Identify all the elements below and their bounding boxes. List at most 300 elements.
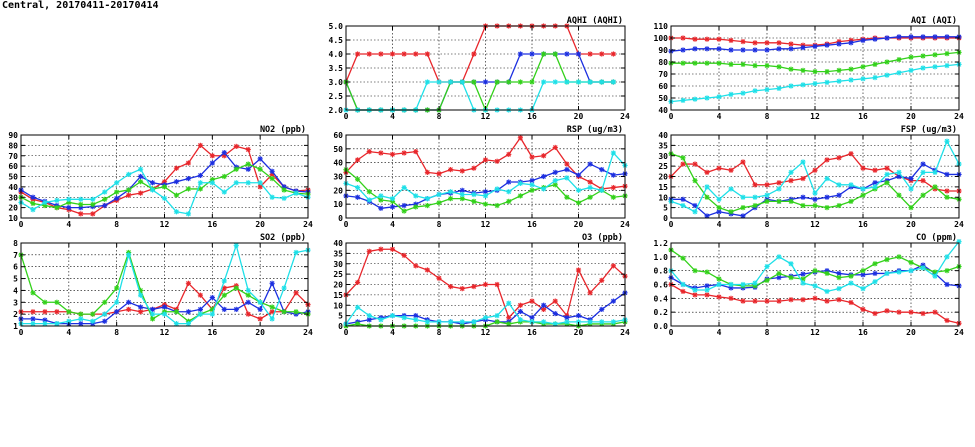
x-tick-label: 24 xyxy=(954,328,964,337)
data-point-red xyxy=(884,166,889,171)
data-point-green xyxy=(186,186,191,191)
data-point-green xyxy=(716,205,721,210)
data-point-red xyxy=(704,37,709,42)
data-point-blue xyxy=(114,196,119,201)
y-tick-label: 3.0 xyxy=(328,78,343,87)
data-point-red xyxy=(174,166,179,171)
data-point-red xyxy=(764,182,769,187)
data-point-cyan xyxy=(448,189,453,194)
data-point-cyan xyxy=(884,172,889,177)
data-point-cyan xyxy=(932,170,937,175)
data-point-green xyxy=(908,55,913,60)
data-point-cyan xyxy=(425,79,430,84)
data-point-blue xyxy=(812,44,817,49)
data-point-red xyxy=(896,310,901,315)
y-tick-label: 100 xyxy=(653,34,668,43)
data-point-red xyxy=(355,51,360,56)
data-point-blue xyxy=(30,195,35,200)
data-point-green xyxy=(776,271,781,276)
x-tick-label: 0 xyxy=(18,328,24,337)
data-point-green xyxy=(495,79,500,84)
data-point-red xyxy=(390,51,395,56)
data-point-cyan xyxy=(599,319,604,324)
data-point-blue xyxy=(270,281,275,286)
data-point-blue xyxy=(114,309,119,314)
data-point-blue xyxy=(836,41,841,46)
y-tick-label: 30 xyxy=(8,193,18,203)
gridlines xyxy=(21,135,308,218)
data-point-cyan xyxy=(824,176,829,181)
data-point-green xyxy=(812,203,817,208)
data-point-green xyxy=(908,205,913,210)
chart-fsp xyxy=(658,125,964,229)
data-point-green xyxy=(495,319,500,324)
data-point-blue xyxy=(258,307,263,312)
data-point-cyan xyxy=(78,316,83,321)
data-point-cyan xyxy=(402,315,407,320)
data-point-blue xyxy=(812,197,817,202)
data-point-blue xyxy=(588,161,593,166)
data-point-red xyxy=(920,311,925,316)
data-point-blue xyxy=(162,304,167,309)
data-point-cyan xyxy=(692,209,697,214)
data-point-red xyxy=(764,40,769,45)
data-point-cyan xyxy=(222,278,227,283)
data-point-blue xyxy=(138,174,143,179)
data-point-green xyxy=(518,79,523,84)
data-point-cyan xyxy=(611,79,616,84)
y-tick-label: 90 xyxy=(8,131,18,140)
data-point-green xyxy=(66,309,71,314)
data-point-green xyxy=(471,199,476,204)
x-tick-label: 4 xyxy=(390,112,395,121)
data-point-red xyxy=(413,51,418,56)
data-point-green xyxy=(54,205,59,210)
data-point-green xyxy=(425,203,430,208)
data-point-cyan xyxy=(836,79,841,84)
x-tick-label: 0 xyxy=(343,220,349,229)
data-point-green xyxy=(541,51,546,56)
data-point-cyan xyxy=(460,192,465,197)
data-point-cyan xyxy=(848,281,853,286)
data-point-cyan xyxy=(920,65,925,70)
data-point-cyan xyxy=(246,180,251,185)
data-point-red xyxy=(471,51,476,56)
data-point-cyan xyxy=(788,83,793,88)
data-point-blue xyxy=(872,271,877,276)
data-point-green xyxy=(680,155,685,160)
page-title: Central, 20170411-20170414 xyxy=(2,0,159,11)
data-point-cyan xyxy=(576,188,581,193)
data-point-green xyxy=(692,178,697,183)
x-tick-label: 0 xyxy=(18,220,24,229)
y-tick-label: 40 xyxy=(333,239,343,248)
data-point-blue xyxy=(483,79,488,84)
data-point-red xyxy=(293,290,298,295)
data-point-green xyxy=(78,202,83,207)
y-tick-label: 1.2 xyxy=(653,239,668,248)
data-point-red xyxy=(752,299,757,304)
data-point-cyan xyxy=(588,319,593,324)
data-point-green xyxy=(518,193,523,198)
data-point-cyan xyxy=(611,319,616,324)
data-point-cyan xyxy=(222,189,227,194)
x-tick-label: 12 xyxy=(810,328,820,337)
data-point-cyan xyxy=(588,185,593,190)
data-point-cyan xyxy=(541,186,546,191)
data-point-red xyxy=(680,289,685,294)
data-point-cyan xyxy=(210,180,215,185)
data-point-blue xyxy=(944,282,949,287)
data-point-green xyxy=(529,188,534,193)
y-tick-label: 10 xyxy=(333,301,343,311)
data-point-red xyxy=(599,278,604,283)
data-point-green xyxy=(788,275,793,280)
data-point-cyan xyxy=(599,79,604,84)
y-tick-label: 40 xyxy=(658,131,668,140)
y-tick-label: 50 xyxy=(333,144,343,154)
data-point-cyan xyxy=(390,196,395,201)
data-point-green xyxy=(740,205,745,210)
y-tick-label: 4 xyxy=(13,286,18,296)
data-point-cyan xyxy=(413,193,418,198)
y-tick-label: 2.5 xyxy=(328,92,343,101)
data-point-green xyxy=(824,271,829,276)
y-tick-label: 35 xyxy=(333,249,343,259)
data-point-blue xyxy=(932,34,937,39)
data-point-blue xyxy=(518,309,523,314)
data-point-cyan xyxy=(728,92,733,97)
y-tick-label: 40 xyxy=(333,158,343,168)
data-point-cyan xyxy=(186,321,191,326)
data-point-cyan xyxy=(884,73,889,78)
data-point-cyan xyxy=(553,79,558,84)
data-point-blue xyxy=(506,179,511,184)
data-point-cyan xyxy=(908,186,913,191)
data-point-red xyxy=(611,51,616,56)
data-point-blue xyxy=(740,47,745,52)
data-point-green xyxy=(872,62,877,67)
data-point-cyan xyxy=(495,313,500,318)
data-point-green xyxy=(836,68,841,73)
data-point-cyan xyxy=(281,285,286,290)
data-point-cyan xyxy=(716,282,721,287)
data-point-cyan xyxy=(162,312,167,317)
x-tick-label: 8 xyxy=(436,220,442,229)
data-point-cyan xyxy=(599,188,604,193)
data-point-blue xyxy=(126,300,131,305)
data-point-cyan xyxy=(860,76,865,81)
data-point-green xyxy=(436,200,441,205)
data-point-cyan xyxy=(564,175,569,180)
data-point-green xyxy=(126,187,131,192)
data-point-blue xyxy=(920,161,925,166)
data-point-cyan xyxy=(54,198,59,203)
data-point-red xyxy=(448,284,453,289)
data-point-blue xyxy=(246,300,251,305)
data-point-green xyxy=(920,193,925,198)
y-tick-label: 2 xyxy=(13,310,18,320)
data-point-blue xyxy=(138,304,143,309)
chart-rsp xyxy=(333,125,630,229)
x-tick-label: 12 xyxy=(159,220,170,229)
chart-title: FSP (ug/m3) xyxy=(900,125,957,135)
data-point-cyan xyxy=(704,95,709,100)
data-point-green xyxy=(680,61,685,66)
data-point-green xyxy=(860,268,865,273)
data-point-cyan xyxy=(258,300,263,305)
data-point-cyan xyxy=(114,180,119,185)
data-point-blue xyxy=(599,307,604,312)
data-point-red xyxy=(367,51,372,56)
y-tick-label: 40 xyxy=(8,182,18,192)
data-point-cyan xyxy=(210,312,215,317)
data-point-green xyxy=(860,64,865,69)
data-point-blue xyxy=(541,303,546,308)
data-point-cyan xyxy=(30,321,35,326)
x-tick-label: 12 xyxy=(810,112,820,121)
data-point-cyan xyxy=(788,170,793,175)
data-point-green xyxy=(150,316,155,321)
data-point-green xyxy=(102,197,107,202)
data-point-cyan xyxy=(174,209,179,214)
data-point-cyan xyxy=(258,180,263,185)
data-point-cyan xyxy=(471,319,476,324)
data-point-green xyxy=(367,189,372,194)
data-point-red xyxy=(471,284,476,289)
y-tick-label: 0.2 xyxy=(653,308,668,318)
y-tick-label: 50 xyxy=(8,172,18,182)
y-tick-label: 0.6 xyxy=(653,280,668,290)
data-point-red xyxy=(518,303,523,308)
y-tick-label: 7 xyxy=(13,250,18,260)
data-point-blue xyxy=(788,46,793,51)
data-point-blue xyxy=(599,167,604,172)
x-tick-label: 4 xyxy=(390,328,395,337)
data-point-red xyxy=(860,166,865,171)
data-point-cyan xyxy=(518,181,523,186)
data-point-cyan xyxy=(518,317,523,322)
data-point-green xyxy=(114,189,119,194)
y-tick-label: 10 xyxy=(658,193,668,203)
data-point-red xyxy=(355,280,360,285)
data-point-cyan xyxy=(234,180,239,185)
data-point-red xyxy=(836,155,841,160)
chart-title: AQHI (AQHI) xyxy=(566,16,623,26)
data-point-green xyxy=(704,269,709,274)
data-point-blue xyxy=(908,34,913,39)
data-point-red xyxy=(588,51,593,56)
data-point-cyan xyxy=(836,182,841,187)
data-point-red xyxy=(576,267,581,272)
data-point-cyan xyxy=(872,279,877,284)
data-point-cyan xyxy=(174,321,179,326)
data-point-red xyxy=(483,157,488,162)
data-point-blue xyxy=(102,319,107,324)
data-point-red xyxy=(788,178,793,183)
x-tick-label: 8 xyxy=(764,328,770,337)
data-point-cyan xyxy=(90,319,95,324)
data-point-blue xyxy=(824,43,829,48)
data-point-cyan xyxy=(234,243,239,248)
data-point-green xyxy=(30,290,35,295)
x-tick-label: 20 xyxy=(906,112,916,121)
data-point-green xyxy=(30,201,35,206)
data-point-blue xyxy=(836,193,841,198)
data-point-cyan xyxy=(293,250,298,255)
x-tick-label: 24 xyxy=(620,328,630,337)
data-point-cyan xyxy=(776,86,781,91)
data-point-red xyxy=(776,180,781,185)
data-point-blue xyxy=(884,35,889,40)
data-point-cyan xyxy=(78,197,83,202)
data-point-green xyxy=(234,285,239,290)
data-point-green xyxy=(896,254,901,259)
data-point-green xyxy=(506,199,511,204)
data-point-red xyxy=(413,263,418,268)
data-point-cyan xyxy=(800,281,805,286)
data-point-cyan xyxy=(824,289,829,294)
data-point-green xyxy=(692,61,697,66)
data-point-cyan xyxy=(680,203,685,208)
data-point-cyan xyxy=(800,82,805,87)
data-point-green xyxy=(884,59,889,64)
x-tick-label: 12 xyxy=(810,220,820,229)
data-point-blue xyxy=(541,174,546,179)
data-point-cyan xyxy=(30,207,35,212)
data-point-cyan xyxy=(932,64,937,69)
data-point-cyan xyxy=(740,282,745,287)
data-point-cyan xyxy=(495,186,500,191)
y-tick-label: 60 xyxy=(658,82,668,91)
chart-title: NO2 (ppb) xyxy=(259,125,306,135)
data-point-blue xyxy=(824,195,829,200)
data-point-cyan xyxy=(692,287,697,292)
y-tick-label: 60 xyxy=(8,162,18,172)
x-tick-label: 20 xyxy=(573,220,584,229)
x-tick-label: 0 xyxy=(668,112,674,121)
data-point-blue xyxy=(198,307,203,312)
data-point-green xyxy=(138,179,143,184)
x-tick-label: 24 xyxy=(303,220,313,229)
data-point-red xyxy=(90,211,95,216)
data-point-cyan xyxy=(390,313,395,318)
data-point-cyan xyxy=(812,283,817,288)
x-tick-label: 16 xyxy=(207,220,218,229)
x-tick-label: 16 xyxy=(527,112,537,121)
data-point-red xyxy=(367,149,372,154)
y-tick-label: 6 xyxy=(13,262,18,272)
data-point-red xyxy=(413,149,418,154)
y-tick-label: 50 xyxy=(658,94,668,103)
x-tick-label: 0 xyxy=(668,328,674,337)
data-point-cyan xyxy=(150,312,155,317)
y-tick-label: 70 xyxy=(8,151,18,161)
data-point-cyan xyxy=(764,193,769,198)
data-point-cyan xyxy=(728,186,733,191)
data-point-red xyxy=(402,51,407,56)
y-tick-label: 5.0 xyxy=(328,22,343,31)
data-point-cyan xyxy=(448,79,453,84)
data-point-blue xyxy=(728,47,733,52)
data-point-cyan xyxy=(436,79,441,84)
data-point-green xyxy=(270,176,275,181)
x-tick-label: 16 xyxy=(527,328,537,337)
data-point-red xyxy=(716,294,721,299)
data-point-blue xyxy=(704,46,709,51)
y-tick-label: 25 xyxy=(333,270,343,280)
data-point-cyan xyxy=(367,197,372,202)
x-tick-label: 20 xyxy=(906,328,916,337)
data-point-blue xyxy=(576,313,581,318)
data-point-red xyxy=(588,290,593,295)
data-point-green xyxy=(848,199,853,204)
y-tick-label: 10 xyxy=(8,214,18,223)
data-point-green xyxy=(102,300,107,305)
data-point-cyan xyxy=(824,80,829,85)
data-point-cyan xyxy=(198,312,203,317)
data-point-cyan xyxy=(872,184,877,189)
data-point-green xyxy=(716,61,721,66)
data-point-red xyxy=(460,168,465,173)
data-point-blue xyxy=(529,51,534,56)
data-point-blue xyxy=(564,51,569,56)
data-point-cyan xyxy=(90,197,95,202)
data-point-cyan xyxy=(860,186,865,191)
data-point-red xyxy=(776,40,781,45)
data-point-green xyxy=(788,199,793,204)
data-point-cyan xyxy=(704,184,709,189)
data-point-blue xyxy=(30,316,35,321)
data-point-red xyxy=(246,147,251,152)
x-tick-label: 4 xyxy=(716,112,722,121)
data-point-green xyxy=(114,285,119,290)
data-point-green xyxy=(776,199,781,204)
x-tick-label: 24 xyxy=(954,112,964,121)
data-point-green xyxy=(576,200,581,205)
data-point-blue xyxy=(390,204,395,209)
data-point-blue xyxy=(776,46,781,51)
data-point-red xyxy=(716,166,721,171)
data-point-red xyxy=(42,309,47,314)
chart-co xyxy=(654,233,964,337)
chart-title: CO (ppm) xyxy=(916,233,957,243)
data-point-blue xyxy=(692,46,697,51)
data-point-cyan xyxy=(812,191,817,196)
data-point-green xyxy=(270,304,275,309)
data-point-cyan xyxy=(908,68,913,73)
data-point-green xyxy=(588,195,593,200)
data-point-green xyxy=(483,202,488,207)
data-point-green xyxy=(413,204,418,209)
data-point-green xyxy=(529,79,534,84)
data-point-cyan xyxy=(413,317,418,322)
data-point-green xyxy=(174,193,179,198)
y-tick-label: 0 xyxy=(663,214,668,223)
data-point-blue xyxy=(270,169,275,174)
data-point-green xyxy=(90,202,95,207)
data-point-green xyxy=(800,68,805,73)
x-tick-label: 4 xyxy=(390,220,395,229)
data-point-red xyxy=(740,39,745,44)
y-tick-label: 0 xyxy=(338,322,343,331)
y-tick-label: 80 xyxy=(658,58,668,67)
data-point-red xyxy=(800,297,805,302)
data-point-cyan xyxy=(944,139,949,144)
data-point-red xyxy=(210,153,215,158)
data-point-blue xyxy=(944,34,949,39)
data-point-cyan xyxy=(471,192,476,197)
